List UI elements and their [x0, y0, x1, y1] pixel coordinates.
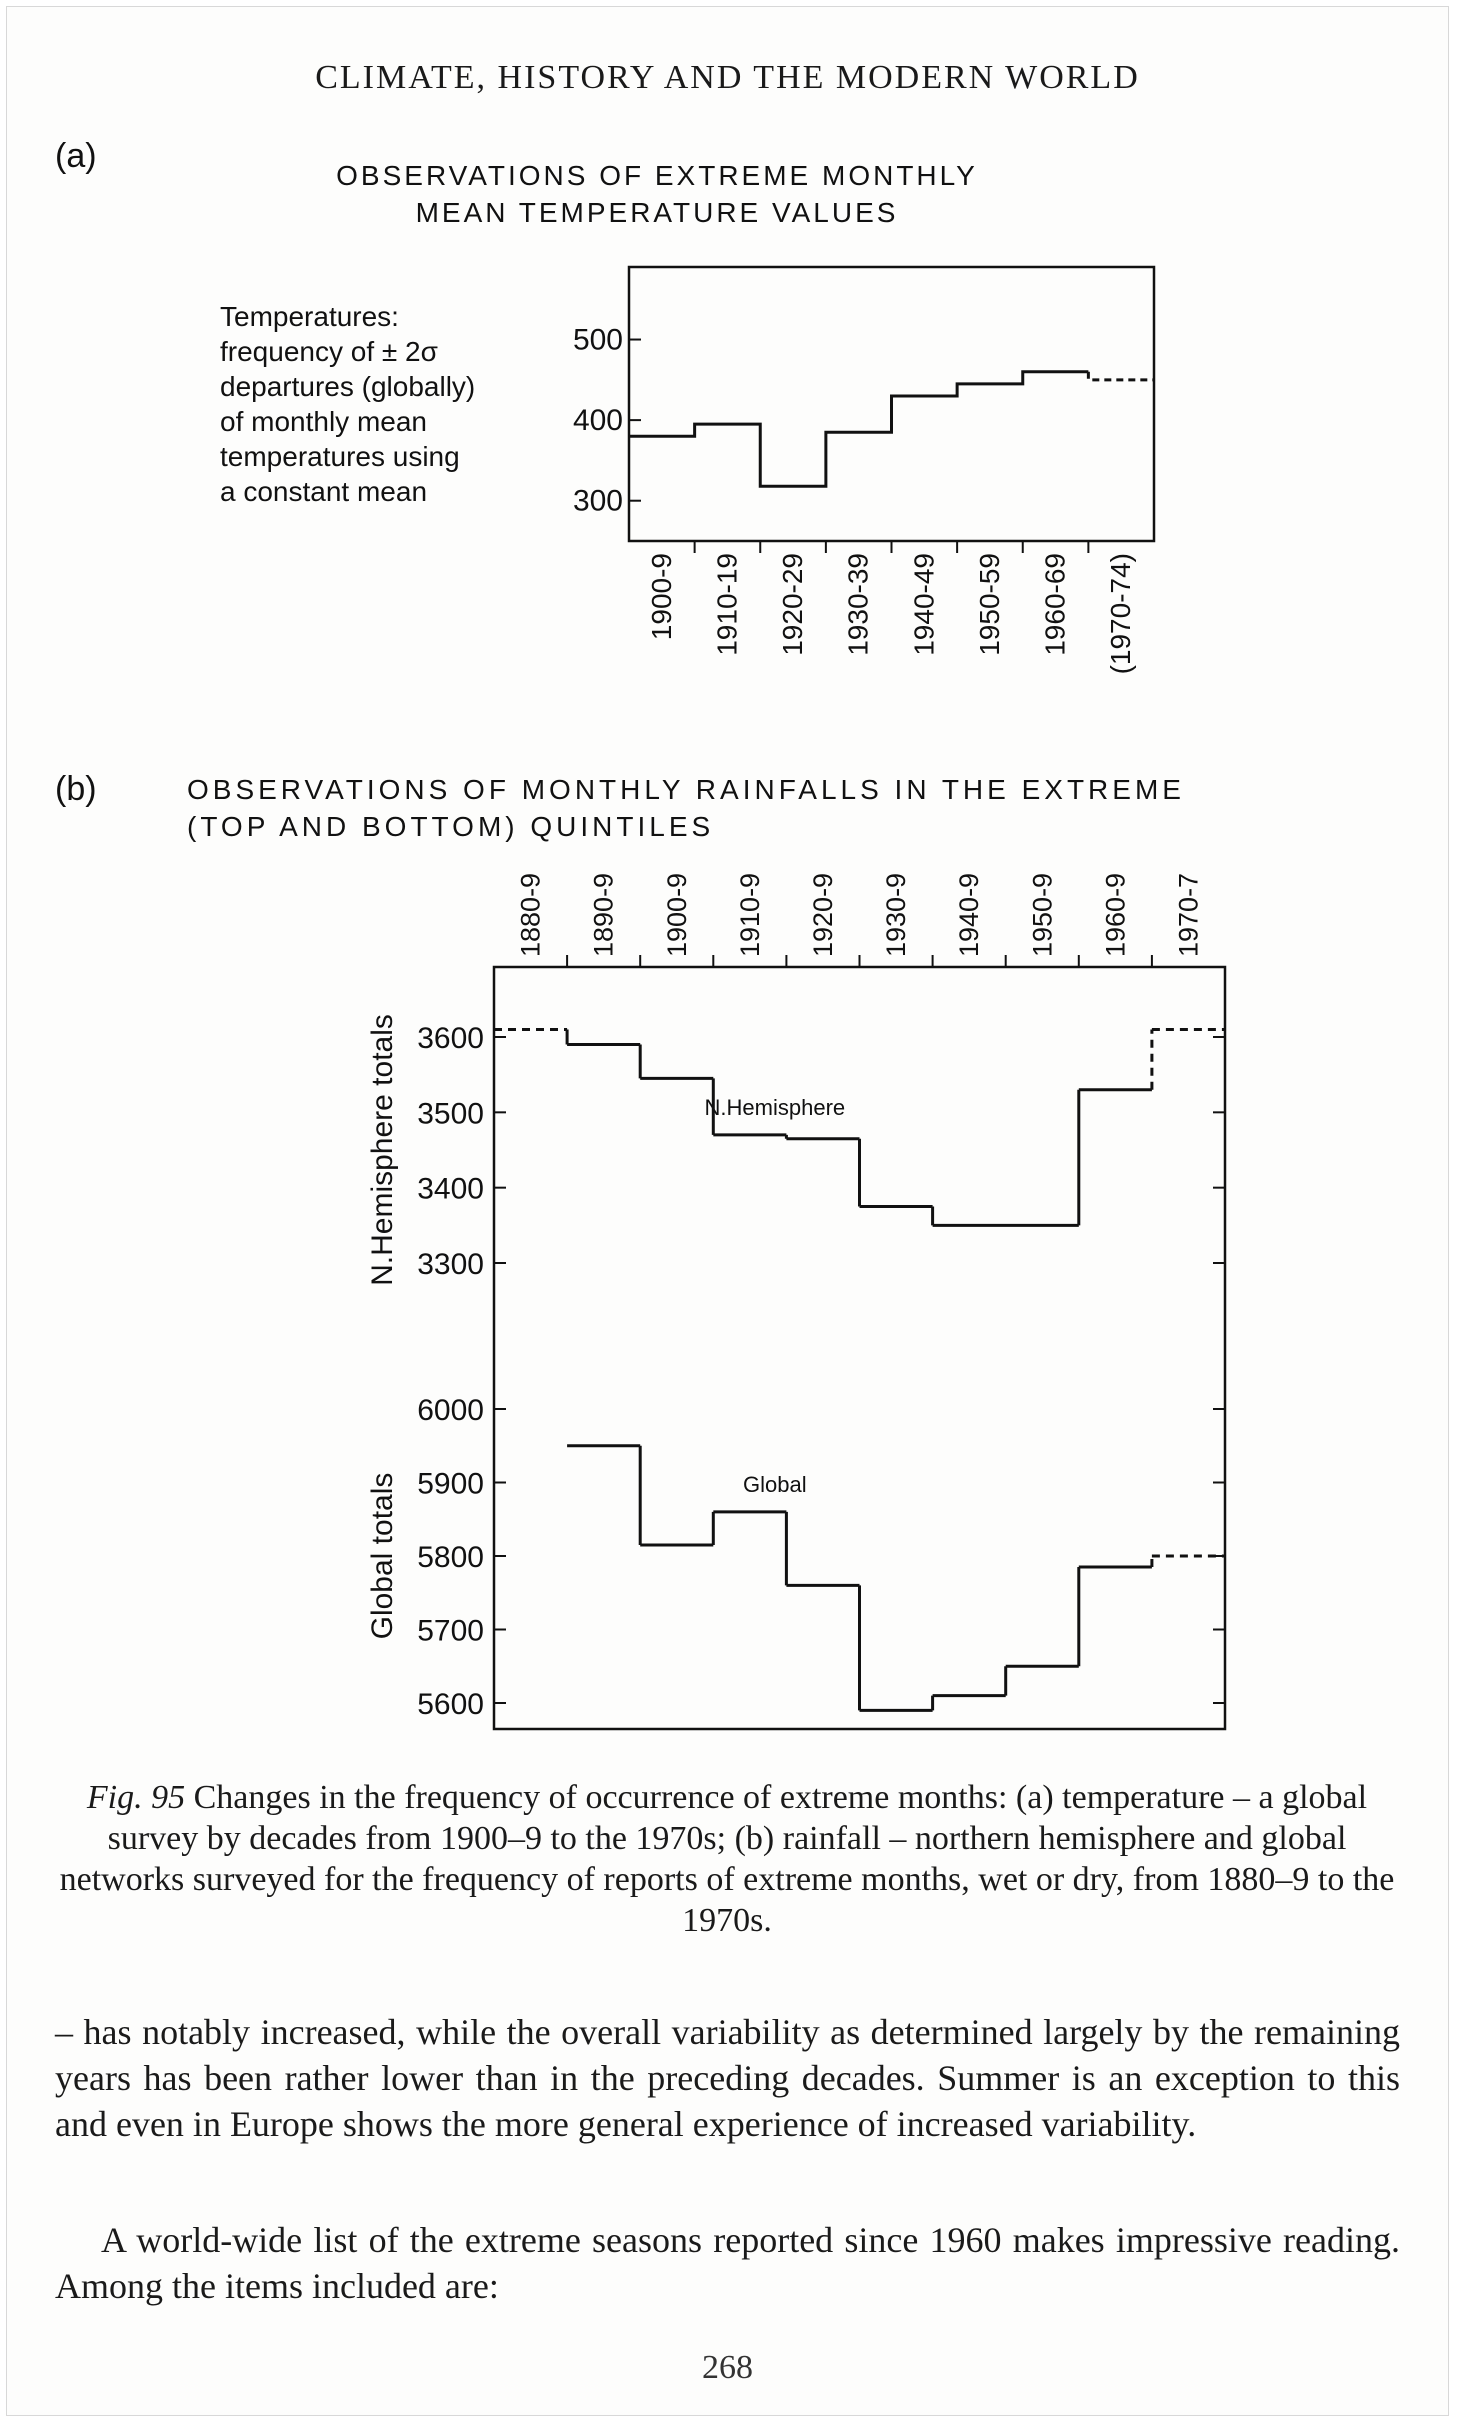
page-number: 268	[702, 2349, 753, 2386]
x-tick-label: 1920-29	[777, 553, 809, 656]
side-note-line-3: departures (globally)	[220, 371, 476, 402]
y-tick-label: 5800	[417, 1541, 484, 1574]
y-tick-label: 5600	[417, 1688, 484, 1721]
panel-a-title-line-1: OBSERVATIONS OF EXTREME MONTHLY	[336, 160, 978, 191]
figure-caption-text: Changes in the frequency of occurrence of extreme months: (a) temperature – a global survey by decades from 1900–9 to the 1970s; (b) rainfall – northern hemisphere and global networks surveyed for the frequency of reports of extreme months, wet or dry, from 1880–9 to the 1970s.	[59, 1779, 1395, 1939]
side-note-line-6: a constant mean	[220, 476, 428, 507]
x-tick-label: 1920-9	[807, 872, 838, 957]
n-hemisphere-series-label: N.Hemisphere	[704, 1094, 846, 1120]
panel-b-title-line-2: (TOP AND BOTTOM) QUINTILES	[187, 811, 715, 842]
panel-b-label: (b)	[55, 770, 97, 808]
x-tick-label: 1930-9	[881, 872, 912, 957]
side-note-line-5: temperatures using	[220, 441, 460, 472]
side-note-line-4: of monthly mean	[220, 406, 427, 437]
y-tick-label: 3500	[417, 1097, 484, 1131]
n-hemisphere-step-line	[567, 1029, 1152, 1225]
x-tick-label: 1900-9	[645, 553, 677, 641]
figure-caption	[47, 1777, 1407, 1941]
x-tick-label: 1970-7	[1173, 872, 1204, 957]
y-tick-label: 6000	[417, 1394, 484, 1427]
panel-a-label: (a)	[55, 137, 97, 175]
y-tick-label: 400	[572, 404, 623, 438]
x-tick-label: 1900-9	[661, 872, 692, 957]
y-tick-label: 3300	[417, 1248, 484, 1281]
x-tick-label: 1960-9	[1100, 872, 1131, 957]
side-note-line-2: frequency of ± 2σ	[220, 336, 438, 367]
body-paragraph-2: A world-wide list of the extreme seasons reported since 1960 makes impressive reading. Among the items included are:	[55, 2220, 1400, 2306]
x-tick-label: 1940-49	[908, 553, 940, 656]
x-tick-label: (1970-74)	[1105, 553, 1137, 675]
book-page	[6, 6, 1449, 2416]
global-step-line	[567, 1446, 1152, 1711]
global-series-label: Global	[743, 1471, 807, 1497]
y-tick-label: 5900	[417, 1467, 484, 1501]
x-tick-label: 1930-39	[842, 553, 874, 656]
rainfall-chart	[7, 7, 1448, 1767]
global-axis-label: Global totals	[366, 1472, 399, 1640]
side-note-line-1: Temperatures:	[220, 301, 399, 332]
x-tick-label: 1890-9	[588, 872, 619, 957]
y-tick-label: 3400	[417, 1172, 484, 1206]
global-step-dashed	[1152, 1556, 1225, 1567]
running-head: CLIMATE, HISTORY AND THE MODERN WORLD	[315, 59, 1140, 96]
y-tick-label: 500	[572, 323, 623, 357]
y-tick-label: 5700	[417, 1614, 484, 1648]
x-tick-label: 1880-9	[515, 872, 546, 957]
y-tick-label: 300	[572, 484, 623, 518]
x-tick-label: 1950-9	[1027, 872, 1058, 957]
body-paragraph-1: – has notably increased, while the overall variability as determined largely by the remaining years has been rather lower than in the preceding decades. Summer is an exception to this and even in Europe shows the more general experience of increased variability.	[55, 2012, 1400, 2144]
n-hemisphere-step-dashed	[494, 1029, 1225, 1089]
x-tick-label: 1950-59	[973, 553, 1005, 656]
panel-a-title-line-2: MEAN TEMPERATURE VALUES	[415, 197, 899, 228]
figure-number: Fig. 95	[86, 1779, 186, 1816]
n-hemisphere-axis-label: N.Hemisphere totals	[366, 1014, 399, 1286]
panel-b-title-line-1: OBSERVATIONS OF MONTHLY RAINFALLS IN THE EXTREME	[187, 774, 1185, 805]
y-tick-label: 3600	[417, 1022, 484, 1055]
x-tick-label: 1960-69	[1039, 553, 1071, 656]
x-tick-label: 1910-9	[734, 872, 765, 957]
x-tick-label: 1910-19	[711, 553, 743, 656]
x-tick-label: 1940-9	[954, 872, 985, 957]
